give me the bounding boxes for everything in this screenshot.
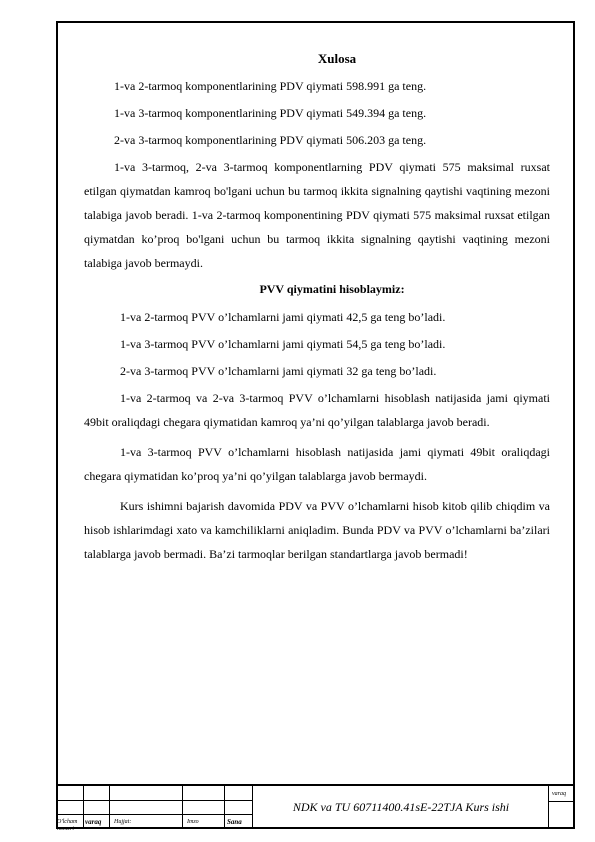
stamp-sheet-label: varaq [552, 791, 566, 797]
pdv-line-2: 1-va 3-tarmoq komponentlarining PDV qiymati 549.394 ga teng. [114, 106, 427, 120]
document-code: NDK va TU 60711400.41sE-22TJA Kurs ishi [292, 800, 510, 814]
page-title: Xulosa [317, 51, 357, 66]
stamp-ozgarish-label: O'lcham [57, 819, 78, 825]
title-block [56, 784, 575, 832]
pvv-line-1: 1-va 2-tarmoq PVV o’lchamlarni jami qiymati 42,5 ga teng bo’ladi. [120, 310, 446, 324]
document-body [84, 48, 550, 566]
paragraph-pvv-pass: 1-va 2-tarmoq va 2-va 3-tarmoq PVV o’lchamlarni hisoblash natijasida jami qiymati 49bit oraliqdagi chegara qiymatidan kamroq ya’ni qo’yilgan talablarga javob beradi. [84, 391, 550, 429]
stamp-number-label: nomeri [57, 826, 74, 832]
stamp-varaq-label: varaq [85, 818, 102, 826]
pdv-line-1: 1-va 2-tarmoq komponentlarining PDV qiymati 598.991 ga teng. [114, 79, 427, 93]
paragraph-pvv-fail: 1-va 3-tarmoq PVV o’lchamlarni hisoblash natijasida jami qiymati 49bit oraliqdagi chegara qiymatidan ko’proq ya’ni qo’yilgan talablarga javob bermaydi. [84, 445, 550, 483]
paragraph-summary: Kurs ishimni bajarish davomida PDV va PVV o’lchamlarni hisob kitob qilib chiqdim va hisob ishlarimdagi xato va kamchiliklarni aniqladim. Bunda PDV va PVV o’lchamlarni ba’zilari talablarga javob bermadi. Ba’zi tarmoqlar berilgan standartlarga javob bermadi! [84, 499, 550, 561]
pvv-line-3: 2-va 3-tarmoq PVV o’lchamlarni jami qiymati 32 ga teng bo’ladi. [120, 364, 437, 378]
section-subheading: PVV qiymatini hisoblaymiz: [259, 282, 405, 296]
paragraph-pdv-conclusion: 1-va 3-tarmoq, 2-va 3-tarmoq komponentlarning PDV qiymati 575 maksimal ruxsat etilgan qiymatdan kamroq bo'lgani uchun bu tarmoq ikkita signalning qaytishi vaqtining mezoni talabiga javob beradi. 1-va 2-tarmoq komponentining PDV qiymati 575 maksimal ruxsat etilgan qiymatdan ko’proq bo'lgani uchun bu tarmoq ikkita signalning qaytishi vaqtining mezoni talabiga javob bermaydi. [84, 160, 550, 270]
pvv-line-2: 1-va 3-tarmoq PVV o’lchamlarni jami qiymati 54,5 ga teng bo’ladi. [120, 337, 446, 351]
stamp-imzo-label: Imzo [187, 819, 199, 825]
stamp-sana-label: Sana [227, 818, 242, 826]
pdv-line-3: 2-va 3-tarmoq komponentlarining PDV qiymati 506.203 ga teng. [114, 133, 427, 147]
stamp-hujjat-label: Hujjat: [114, 819, 132, 825]
